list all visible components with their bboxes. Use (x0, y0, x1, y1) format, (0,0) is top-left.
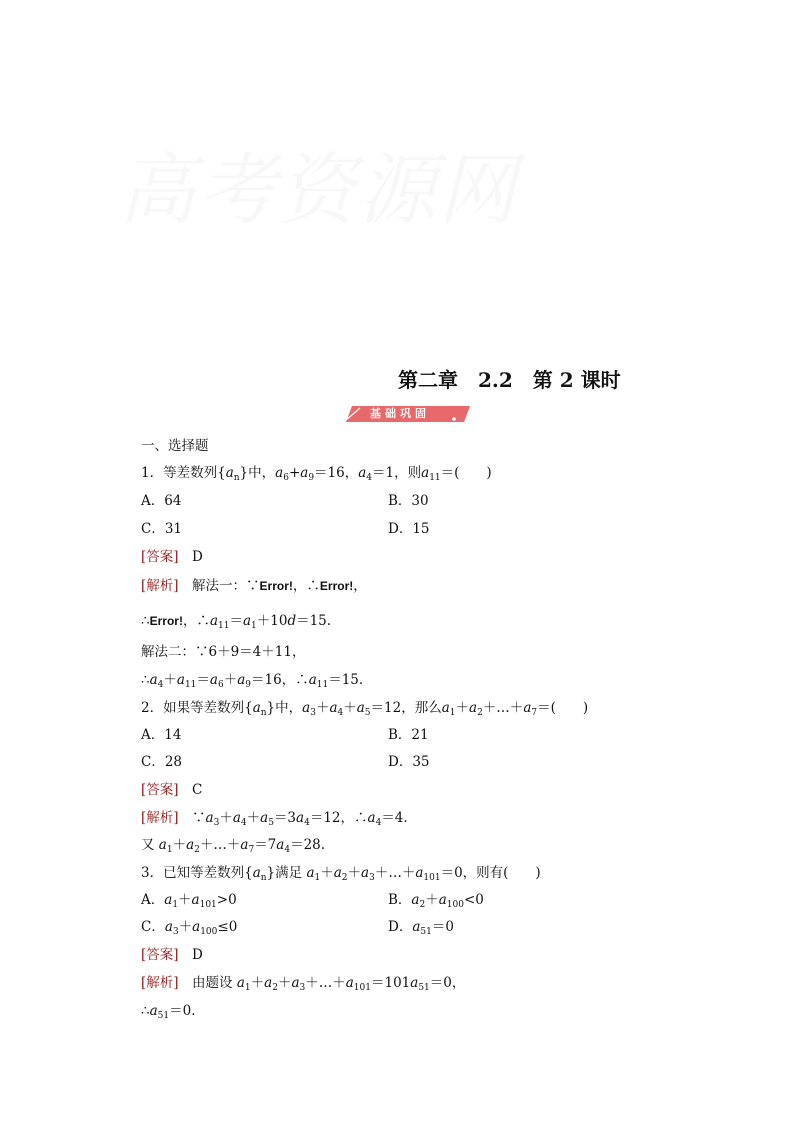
q2-analysis-line-2: 又 $a_1+a_2+\dots+a_7=7a_4=28$. (141, 837, 326, 855)
watermark (118, 128, 519, 278)
q3-analysis-line-2: $\therefore a_{51}=0$. (141, 1003, 196, 1021)
q3-option-b: B．$a_2+a_{100}<0$ (388, 892, 484, 910)
q2-analysis-line-1: [解析] $\because a_3+a_4+a_5=3a_4=12$，$\therefore a_4=4$. (141, 810, 408, 828)
q3-stem: 3．已知等差数列$\{a_n\}$满足 $a_1+a_2+a_3+\dots+a_{101}=0$，则有( ) (141, 865, 541, 883)
q1-analysis-line-2: ∴Error!，$\therefore a_{11}=a_1+10d=15$. (141, 613, 332, 631)
q3-answer: [答案] D (141, 947, 203, 963)
banner-label: 基础巩固 (370, 407, 430, 420)
q1-analysis-line-4: $\therefore a_4+a_{11}=a_6+a_9=16$，$\therefore a_{11}=15$. (141, 672, 364, 690)
watermark-text: 高考资源网 (118, 146, 519, 236)
q2-stem: 2．如果等差数列$\{a_n\}$中，$a_3+a_4+a_5=12$，那么$a_1+a_2+\dots+a_7=$( ) (141, 700, 589, 718)
q2-answer: [答案] C (141, 782, 203, 798)
q2-option-a: A．14 (141, 727, 182, 743)
q1-option-b: B．30 (388, 493, 429, 509)
q2-option-b: B．21 (388, 727, 429, 743)
page-title: 第二章 2.2 第 2 课时 (398, 368, 621, 392)
q3-option-a: A．$a_1+a_{101}>0$ (141, 892, 237, 910)
banner-dot (452, 417, 456, 421)
q1-answer: [答案] D (141, 549, 203, 565)
q2-option-d: D．35 (388, 754, 430, 770)
q1-option-a: A．64 (141, 493, 182, 509)
q1-analysis-line-3: 解法二：∵6＋9＝4＋11， (141, 644, 306, 660)
q1-analysis-line-1: [解析] 解法一：∵Error!，∴Error!， (141, 578, 367, 594)
q1-option-d: D．15 (388, 521, 430, 537)
q1-option-c: C．31 (141, 521, 183, 537)
q1-stem: 1．等差数列$\{a_n\}$中，$a_6+a_9=16$，$a_4=1$，则$a_{11}=$( ) (141, 465, 492, 483)
q3-option-c: C．$a_3+a_{100}\le 0$ (141, 919, 238, 937)
q3-analysis-line-1: [解析] 由题设 $a_1+a_2+a_3+\dots+a_{101}=101a_{51}=0$， (141, 975, 466, 993)
section-heading: 一、选择题 (141, 438, 209, 454)
q3-option-d: D．$a_{51}=0$ (388, 919, 454, 937)
q2-option-c: C．28 (141, 754, 183, 770)
